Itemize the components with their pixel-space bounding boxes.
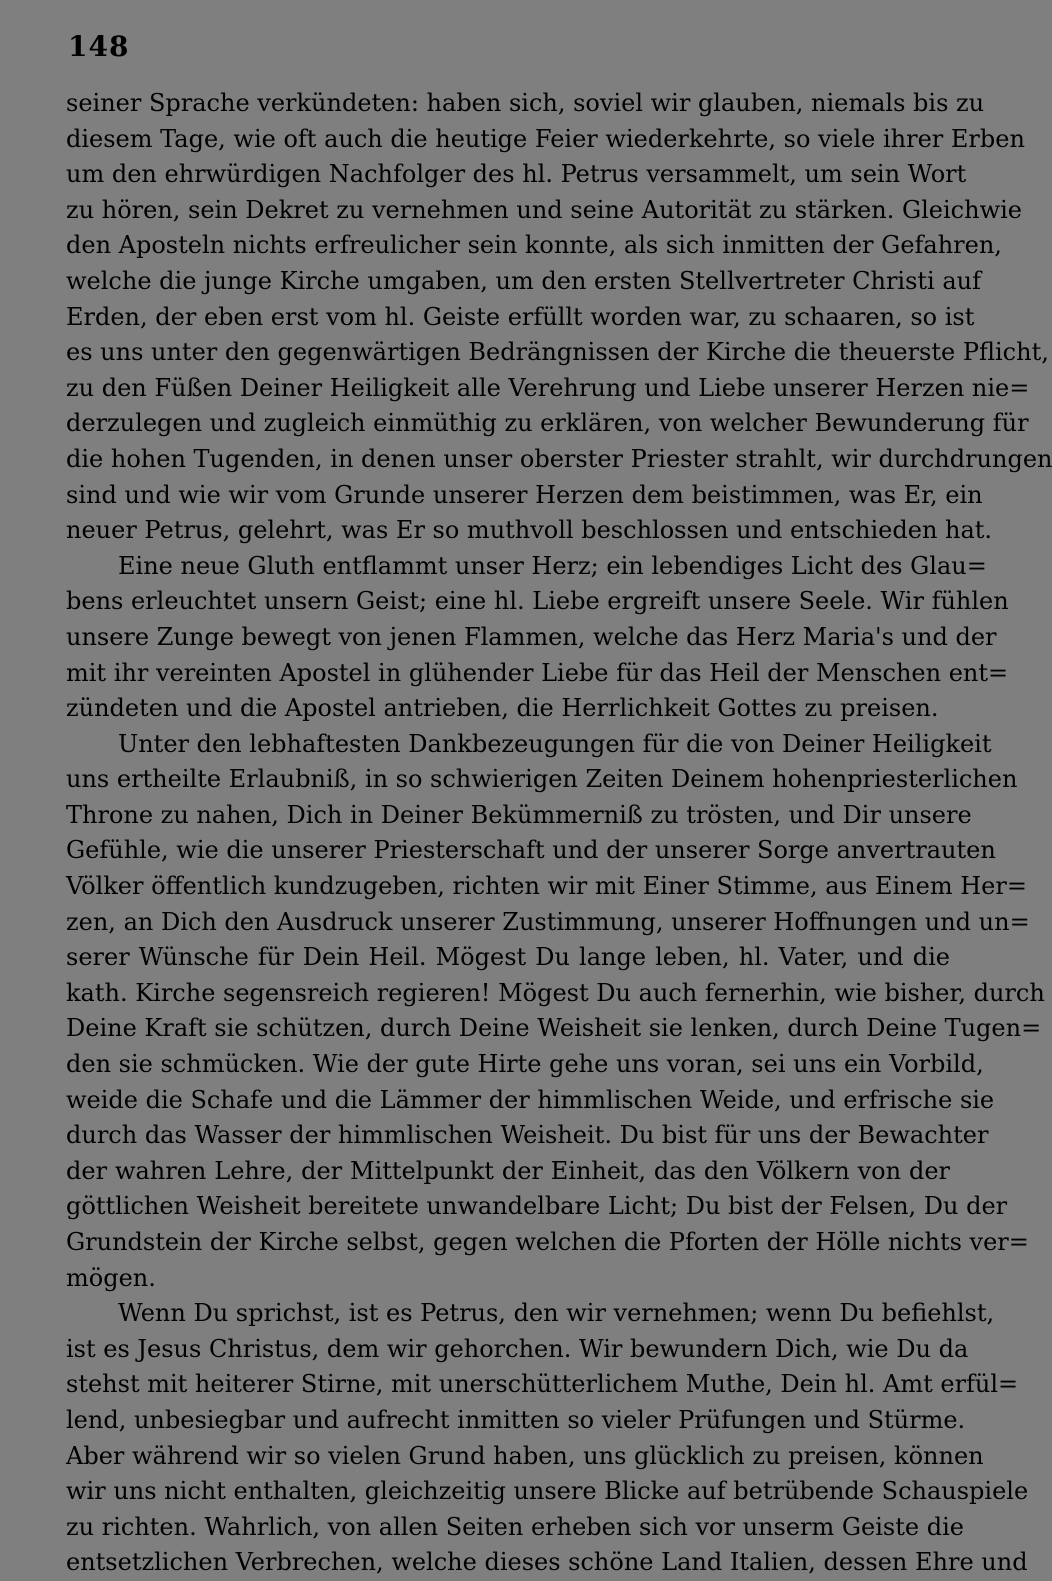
text-line: göttlichen Weisheit bereitete unwandelbare Licht; Du bist der Felsen, Du der (66, 1192, 1008, 1221)
text-line: stehst mit heiterer Stirne, mit unerschütterlichem Muthe, Dein hl. Amt erfül= (66, 1370, 1019, 1399)
text-line: neuer Petrus, gelehrt, was Er so muthvoll beschlossen und entschieden hat. (66, 516, 993, 545)
text-line: zen, an Dich den Ausdruck unserer Zustimmung, unserer Hoffnungen und un= (66, 907, 1030, 936)
text-line: Eine neue Gluth entflammt unser Herz; ein lebendiges Licht des Glau= (118, 551, 987, 580)
text-line: seiner Sprache verkündeten: haben sich, soviel wir glauben, niemals bis zu (66, 89, 985, 117)
text-line: lend, unbesiegbar und aufrecht inmitten so vieler Prüfungen und Stürme. (66, 1405, 966, 1434)
text-line: mögen. (66, 1263, 156, 1292)
text-line: weide die Schafe und die Lämmer der himmlischen Weide, und erfrische sie (66, 1085, 995, 1114)
text-line: es uns unter den gegenwärtigen Bedrängnissen der Kirche die theuerste Pflicht, (66, 338, 1049, 367)
text-line: Wenn Du sprichst, ist es Petrus, den wir vernehmen; wenn Du befiehlst, (118, 1299, 995, 1328)
body-text (66, 86, 1052, 1581)
text-line: derzulegen und zugleich einmüthig zu erklären, von welcher Bewunderung für (66, 409, 1029, 438)
text-line: Völker öffentlich kundzugeben, richten wir mit Einer Stimme, aus Einem Her= (66, 872, 1027, 901)
text-line: unsere Zunge bewegt von jenen Flammen, welche das Herz Maria's und der (66, 622, 997, 651)
page-number: 148 (68, 30, 130, 63)
text-line: den sie schmücken. Wie der gute Hirte gehe uns voran, sei uns ein Vorbild, (66, 1050, 984, 1079)
text-line: uns ertheilte Erlaubniß, in so schwierigen Zeiten Deinem hohenpriesterlichen (66, 765, 1018, 794)
text-line: Grundstein der Kirche selbst, gegen welchen die Pforten der Hölle nichts ver= (66, 1228, 1029, 1256)
text-line: der wahren Lehre, der Mittelpunkt der Einheit, das den Völkern von der (66, 1156, 950, 1185)
text-line: die hohen Tugenden, in denen unser oberster Priester strahlt, wir durchdrungen (66, 444, 1052, 473)
text-line: wir uns nicht enthalten, gleichzeitig unsere Blicke auf betrübende Schauspiele (66, 1477, 1029, 1506)
text-line: zu richten. Wahrlich, von allen Seiten erheben sich vor unserm Geiste die (66, 1512, 964, 1541)
text-line: um den ehrwürdigen Nachfolger des hl. Petrus versammelt, um sein Wort (66, 160, 967, 189)
text-line: Aber während wir so vielen Grund haben, uns glücklich zu preisen, können (66, 1441, 984, 1470)
text-line: ist es Jesus Christus, dem wir gehorchen. Wir bewundern Dich, wie Du da (66, 1334, 969, 1363)
text-line: entsetzlichen Verbrechen, welche dieses schöne Land Italien, dessen Ehre und (66, 1548, 1028, 1577)
text-line: welche die junge Kirche umgaben, um den ersten Stellvertreter Christi auf (66, 266, 981, 295)
text-line: serer Wünsche für Dein Heil. Mögest Du lange leben, hl. Vater, und die (66, 943, 950, 972)
text-line: diesem Tage, wie oft auch die heutige Feier wiederkehrte, so viele ihrer Erben (66, 124, 1025, 153)
text-line: Deine Kraft sie schützen, durch Deine Weisheit sie lenken, durch Deine Tugen= (66, 1014, 1042, 1043)
text-line: sind und wie wir vom Grunde unserer Herzen dem beistimmen, was Er, ein (66, 480, 983, 509)
text-line: bens erleuchtet unsern Geist; eine hl. Liebe ergreift unsere Seele. Wir fühlen (66, 587, 1009, 616)
text-line: Throne zu nahen, Dich in Deiner Bekümmerniß zu trösten, und Dir unsere (66, 800, 972, 829)
text-line: Unter den lebhaftesten Dankbezeugungen für die von Deiner Heiligkeit (118, 729, 992, 758)
text-line: zu hören, sein Dekret zu vernehmen und seine Autorität zu stärken. Gleichwie (66, 195, 1023, 224)
text-line: zu den Füßen Deiner Heiligkeit alle Verehrung und Liebe unserer Herzen nie= (66, 373, 1030, 402)
text-line: mit ihr vereinten Apostel in glühender Liebe für das Heil der Menschen ent= (66, 658, 1009, 687)
text-line: kath. Kirche segensreich regieren! Mögest Du auch fernerhin, wie bisher, durch (66, 978, 1045, 1007)
text-line: Erden, der eben erst vom hl. Geiste erfüllt worden war, zu schaaren, so ist (66, 302, 975, 331)
text-line: Gefühle, wie die unserer Priesterschaft und der unserer Sorge anvertrauten (66, 836, 996, 865)
text-line: durch das Wasser der himmlischen Weisheit. Du bist für uns der Bewachter (66, 1121, 989, 1150)
text-line: den Aposteln nichts erfreulicher sein konnte, als sich inmitten der Gefahren, (66, 231, 1002, 260)
text-line: zündeten und die Apostel antrieben, die Herrlichkeit Gottes zu preisen. (66, 694, 939, 723)
